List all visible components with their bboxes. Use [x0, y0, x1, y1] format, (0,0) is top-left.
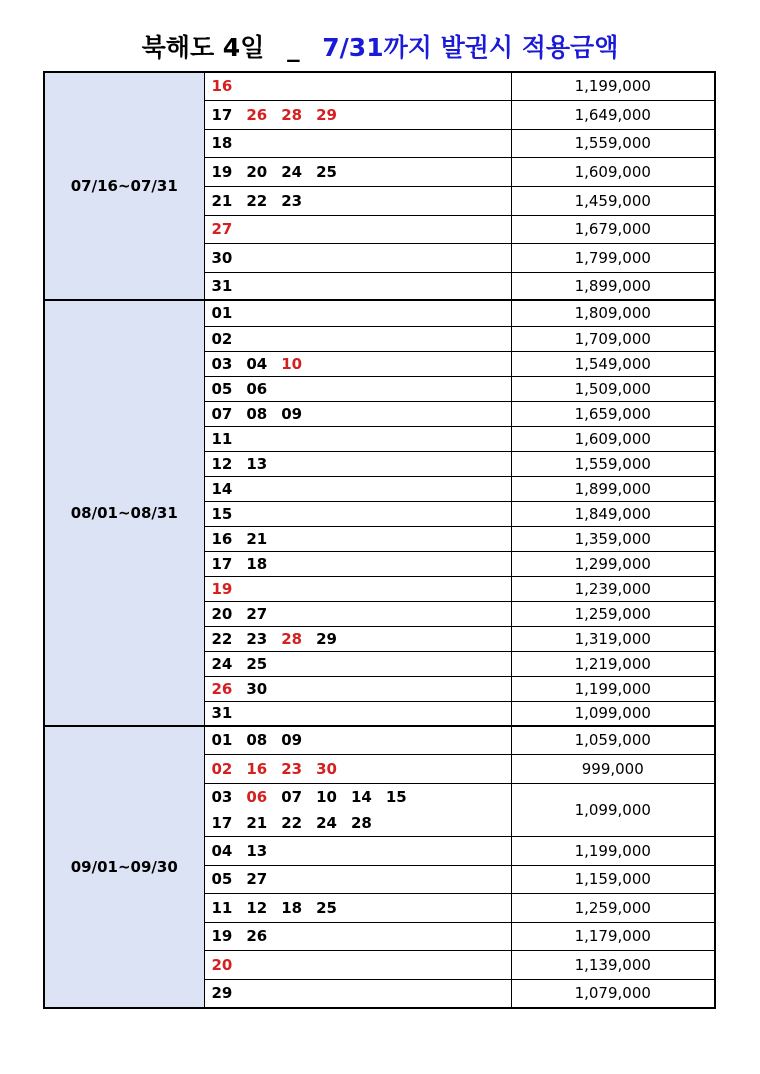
day-number-highlight: 16 — [246, 759, 268, 778]
title-highlight: 7/31까지 발권시 적용금액 — [322, 33, 619, 62]
day-number: 18 — [246, 554, 268, 573]
days-line — [212, 927, 511, 945]
day-number: 12 — [211, 454, 233, 473]
departure-days-cell — [204, 922, 511, 950]
day-number: 25 — [246, 654, 268, 673]
day-number: 18 — [281, 898, 303, 917]
price-cell: 1,259,000 — [511, 893, 715, 922]
day-number: 07 — [281, 787, 303, 806]
price-cell: 1,099,000 — [511, 783, 715, 836]
price-cell: 1,559,000 — [511, 129, 715, 157]
departure-days-cell — [204, 376, 511, 401]
days-line — [212, 680, 511, 698]
departure-days-cell — [204, 726, 511, 754]
day-number: 17 — [211, 105, 233, 124]
day-number: 15 — [385, 787, 407, 806]
day-number-highlight: 29 — [316, 105, 337, 124]
departure-days-cell — [204, 300, 511, 326]
departure-days-cell — [204, 501, 511, 526]
departure-days-cell — [204, 576, 511, 601]
days-line — [212, 784, 511, 810]
day-number: 06 — [246, 379, 268, 398]
price-cell: 1,059,000 — [511, 726, 715, 754]
day-number: 17 — [211, 813, 233, 832]
day-number: 22 — [281, 813, 303, 832]
day-number: 16 — [211, 529, 233, 548]
day-number: 21 — [211, 191, 233, 210]
departure-days-cell — [204, 754, 511, 783]
day-number: 04 — [246, 354, 268, 373]
days-line — [212, 555, 511, 573]
day-number: 24 — [211, 654, 233, 673]
departure-days-cell — [204, 351, 511, 376]
day-number: 30 — [246, 679, 268, 698]
day-number: 20 — [246, 162, 268, 181]
days-line — [212, 455, 511, 473]
day-number: 17 — [211, 554, 233, 573]
day-number: 23 — [246, 629, 268, 648]
days-line — [212, 192, 511, 210]
departure-days-cell — [204, 451, 511, 476]
departure-days-cell — [204, 72, 511, 100]
days-line — [212, 956, 511, 974]
day-number-highlight: 20 — [211, 955, 233, 974]
days-line — [212, 304, 511, 322]
price-cell: 1,679,000 — [511, 215, 715, 243]
price-cell: 1,809,000 — [511, 300, 715, 326]
price-cell: 1,459,000 — [511, 186, 715, 215]
day-number-highlight: 26 — [246, 105, 268, 124]
day-number: 04 — [211, 841, 233, 860]
price-cell: 1,179,000 — [511, 922, 715, 950]
day-number: 01 — [211, 304, 233, 323]
departure-days-cell — [204, 100, 511, 129]
days-line — [212, 134, 511, 152]
day-number-highlight: 30 — [316, 759, 337, 778]
day-number: 21 — [246, 529, 268, 548]
day-number-highlight: 16 — [211, 77, 233, 96]
day-number-highlight: 28 — [281, 629, 303, 648]
period-cell: 07/16~07/31 — [44, 72, 204, 300]
days-line — [212, 106, 511, 124]
price-cell: 1,359,000 — [511, 526, 715, 551]
day-number: 07 — [211, 404, 233, 423]
price-cell: 1,199,000 — [511, 72, 715, 100]
period-cell: 08/01~08/31 — [44, 300, 204, 726]
day-number: 31 — [211, 704, 233, 723]
days-line — [212, 899, 511, 917]
day-number-highlight: 10 — [281, 354, 303, 373]
days-line — [212, 760, 511, 778]
departure-days-cell — [204, 626, 511, 651]
departure-days-cell — [204, 551, 511, 576]
departure-days-cell — [204, 950, 511, 979]
day-number: 27 — [246, 604, 268, 623]
day-number-highlight: 06 — [246, 787, 268, 806]
price-cell: 1,659,000 — [511, 401, 715, 426]
day-number: 27 — [246, 870, 268, 888]
day-number: 24 — [316, 813, 337, 832]
day-number: 13 — [246, 841, 268, 860]
price-cell: 1,509,000 — [511, 376, 715, 401]
day-number: 05 — [211, 870, 233, 888]
day-number: 11 — [211, 898, 233, 917]
departure-days-cell — [204, 783, 511, 836]
day-number: 12 — [246, 898, 268, 917]
days-line — [212, 731, 511, 749]
day-number: 19 — [211, 927, 233, 945]
price-cell: 1,319,000 — [511, 626, 715, 651]
departure-days-cell — [204, 157, 511, 186]
days-line — [212, 249, 511, 267]
days-line — [212, 530, 511, 548]
days-line — [212, 655, 511, 673]
days-line — [212, 220, 511, 238]
table-row — [44, 300, 715, 326]
price-cell: 1,849,000 — [511, 501, 715, 526]
price-cell: 1,239,000 — [511, 576, 715, 601]
price-cell: 999,000 — [511, 754, 715, 783]
price-cell: 1,199,000 — [511, 836, 715, 865]
departure-days-cell — [204, 601, 511, 626]
price-cell: 1,299,000 — [511, 551, 715, 576]
day-number-highlight: 19 — [211, 579, 233, 598]
day-number: 14 — [351, 787, 372, 806]
days-line — [212, 630, 511, 648]
days-line — [212, 380, 511, 398]
days-line — [212, 984, 511, 1002]
departure-days-cell — [204, 243, 511, 272]
day-number: 03 — [211, 354, 233, 373]
day-number-highlight: 26 — [211, 679, 233, 698]
day-number: 28 — [351, 813, 372, 832]
day-number: 31 — [211, 276, 233, 295]
day-number: 13 — [246, 454, 268, 473]
day-number: 22 — [211, 629, 233, 648]
days-line — [212, 330, 511, 348]
day-number: 11 — [211, 429, 233, 448]
day-number: 14 — [211, 479, 233, 498]
price-cell: 1,899,000 — [511, 476, 715, 501]
day-number: 09 — [281, 731, 303, 750]
day-number: 23 — [281, 191, 303, 210]
days-line — [212, 355, 511, 373]
table-row — [44, 72, 715, 100]
price-cell: 1,199,000 — [511, 676, 715, 701]
period-cell: 09/01~09/30 — [44, 726, 204, 1008]
days-line — [212, 704, 511, 722]
day-number: 29 — [211, 984, 233, 1003]
days-line — [212, 480, 511, 498]
price-cell: 1,899,000 — [511, 272, 715, 300]
page-title — [0, 28, 760, 64]
price-cell: 1,079,000 — [511, 979, 715, 1008]
day-number: 08 — [246, 404, 268, 423]
price-cell: 1,799,000 — [511, 243, 715, 272]
day-number: 01 — [211, 731, 233, 750]
departure-days-cell — [204, 129, 511, 157]
departure-days-cell — [204, 326, 511, 351]
price-cell: 1,709,000 — [511, 326, 715, 351]
price-cell: 1,139,000 — [511, 950, 715, 979]
day-number: 26 — [246, 927, 268, 945]
days-line — [212, 77, 511, 95]
days-line — [212, 870, 511, 888]
days-line — [212, 163, 511, 181]
days-line — [212, 277, 511, 295]
title-separator: _ — [287, 33, 300, 62]
day-number-highlight: 23 — [281, 759, 303, 778]
days-line — [212, 842, 511, 860]
day-number: 05 — [211, 379, 233, 398]
departure-days-cell — [204, 401, 511, 426]
price-cell: 1,559,000 — [511, 451, 715, 476]
days-line — [212, 505, 511, 523]
day-number: 22 — [246, 191, 268, 210]
departure-days-cell — [204, 272, 511, 300]
price-cell: 1,259,000 — [511, 601, 715, 626]
day-number: 25 — [316, 162, 337, 181]
day-number: 10 — [316, 787, 337, 806]
departure-days-cell — [204, 526, 511, 551]
departure-days-cell — [204, 979, 511, 1008]
day-number-highlight: 28 — [281, 105, 303, 124]
departure-days-cell — [204, 215, 511, 243]
price-cell: 1,649,000 — [511, 100, 715, 129]
days-line — [212, 810, 511, 836]
day-number: 09 — [281, 404, 303, 423]
price-cell: 1,609,000 — [511, 426, 715, 451]
day-number: 08 — [246, 731, 268, 750]
departure-days-cell — [204, 186, 511, 215]
day-number: 24 — [281, 162, 303, 181]
day-number: 29 — [316, 629, 337, 648]
day-number: 18 — [211, 134, 233, 152]
departure-days-cell — [204, 701, 511, 726]
day-number: 19 — [211, 162, 233, 181]
departure-days-cell — [204, 893, 511, 922]
title-main: 북해도 4일 — [141, 33, 265, 62]
price-cell: 1,219,000 — [511, 651, 715, 676]
day-number: 30 — [211, 248, 233, 267]
days-line — [212, 580, 511, 598]
fare-table — [43, 71, 716, 1009]
day-number: 20 — [211, 604, 233, 623]
days-line — [212, 405, 511, 423]
days-line — [212, 605, 511, 623]
price-cell: 1,549,000 — [511, 351, 715, 376]
day-number-highlight: 27 — [211, 220, 233, 238]
departure-days-cell — [204, 865, 511, 893]
table-row — [44, 726, 715, 754]
day-number: 21 — [246, 813, 268, 832]
departure-days-cell — [204, 676, 511, 701]
departure-days-cell — [204, 836, 511, 865]
price-cell: 1,609,000 — [511, 157, 715, 186]
departure-days-cell — [204, 426, 511, 451]
departure-days-cell — [204, 651, 511, 676]
day-number: 03 — [211, 787, 233, 806]
day-number: 15 — [211, 504, 233, 523]
day-number: 02 — [211, 329, 233, 348]
departure-days-cell — [204, 476, 511, 501]
day-number-highlight: 02 — [211, 759, 233, 778]
days-line — [212, 430, 511, 448]
price-cell: 1,099,000 — [511, 701, 715, 726]
day-number: 25 — [316, 898, 337, 917]
price-cell: 1,159,000 — [511, 865, 715, 893]
